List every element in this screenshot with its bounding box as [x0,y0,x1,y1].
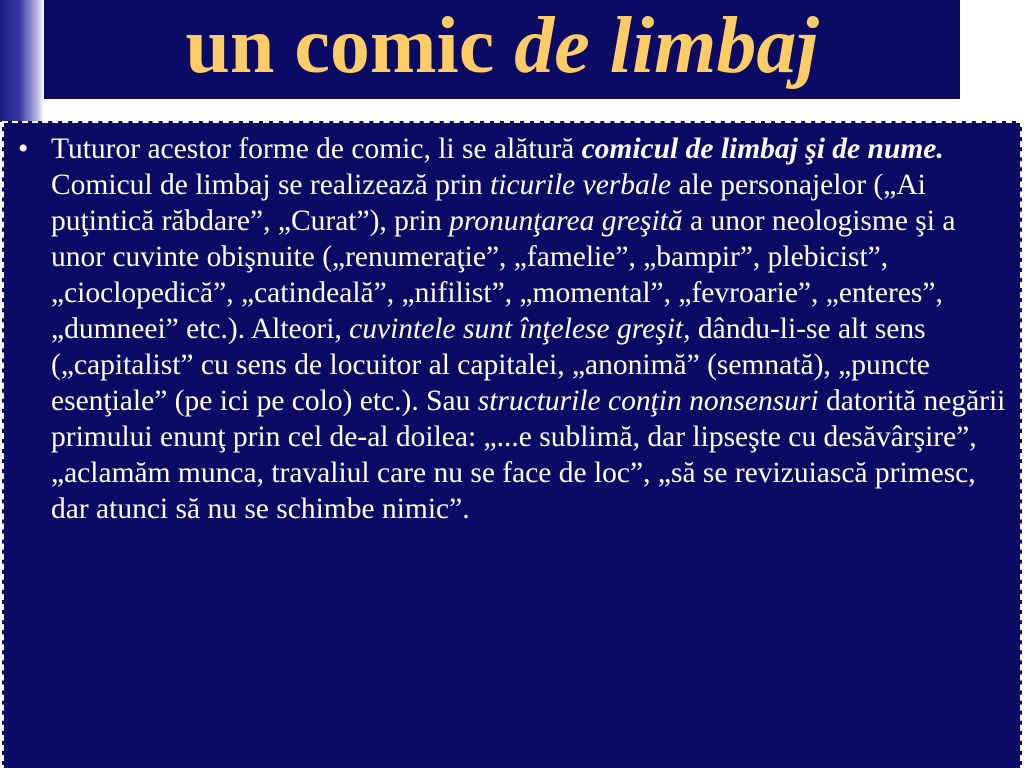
title-italic-text: de limbaj [514,2,819,90]
paragraph-run-normal: ale personajelor („Ai puţintică răbdare”, „Curat”), prin [51,169,926,237]
decorative-gradient-bar [0,0,44,122]
content-box [2,121,1022,768]
paragraph-run-normal: datorită negării primului enunţ prin cel de-al doilea: „...e sublimă, dar lipseşte cu desăvârşire”, „aclamăm munca, travaliul care nu se face de loc”, „să se revizuiască primesc, dar atunci să nu se schimbe nimic”. [51,385,1006,525]
paragraph-run-italic: pronunţarea greşită [449,205,683,237]
paragraph-run-normal: Comicul de limbaj se realizează prin [51,169,491,201]
slide-title [44,0,960,92]
title-regular-text: un comic [185,2,495,90]
paragraph-run-normal: a unor neologisme şi a unor cuvinte obişnuite („renumeraţie”, „famelie”, „bampir”, plebicist”, „cioclopedică”, „catindeală”, „nifilist”, „momental”, „fevroarie”, „enteres”, „dumneei” etc.). Alteori, [51,205,956,345]
paragraph-run-italic: cuvintele sunt înţelese greşit, [349,313,691,345]
bullet-paragraph [18,131,1014,527]
paragraph-run-italic: structurile conţin nonsensuri [477,385,819,417]
paragraph-run-bold-italic: comicul de limbaj şi de nume. [581,133,944,165]
paragraph-run-normal: dându-li-se alt sens („capitalist” cu sens de locuitor al capitalei, „anonimă” (semnată), „puncte esenţiale” (pe ici pe colo) etc.). Sau [51,313,930,417]
title-box [43,0,961,100]
paragraph-run-italic: ticurile verbale [490,169,672,201]
paragraph-run-normal: Tuturor acestor forme de comic, li se alătură [51,133,582,165]
bullet-dot-icon: • [18,133,29,165]
bullet-item [18,131,1014,527]
